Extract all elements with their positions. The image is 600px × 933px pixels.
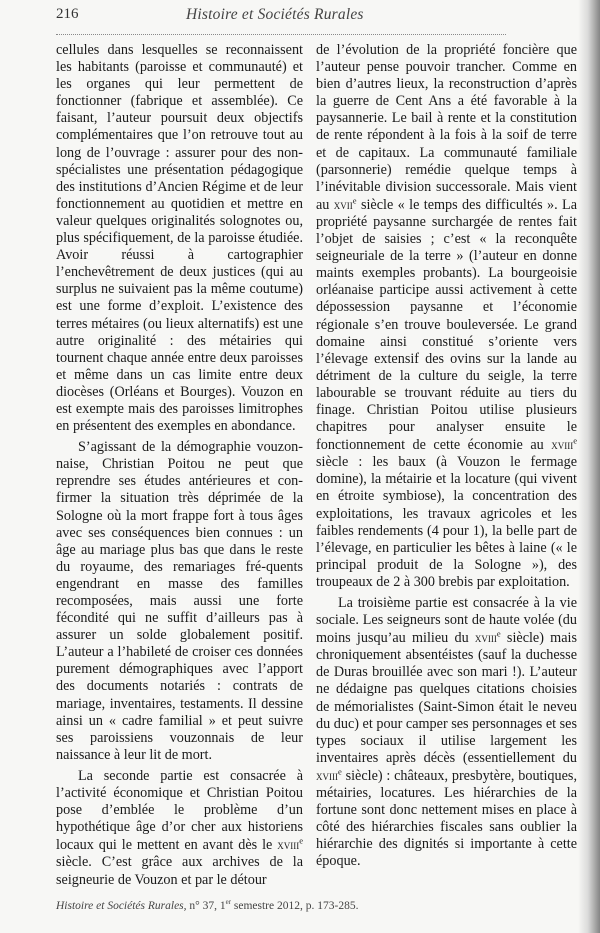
century-numeral: xviii xyxy=(277,837,300,853)
page-edge-shadow xyxy=(578,0,600,933)
paragraph-text: La troisième partie est consacrée à la vie sociale. Les seigneurs sont de haute volée (du moins jusqu’au milieu du xyxy=(316,595,577,647)
paragraph-text: siècle « le temps des difficultés ». La propriété paysanne surchargée de rentes fait l’objet de saisies ; c’est « la reconquête seigneuriale de la terre » (l’auteur en donne maints exemples probants). La bourgeoisie orléanaise participe aussi activement à cette dépossession paysanne et l’économie régionale s’en trouve bouleversée. Le grand domaine ainsi constitué s’oriente vers l’élevage extensif des ovins sur la lande au détriment de la culture du seigle, la terre labourable se trouvant réduite au tiers du finage. Christian Poitou utilise plusieurs chapitres pour analyser ensuite le fonctionnement de cette économie au xyxy=(316,196,577,454)
century-numeral: xvii xyxy=(333,196,353,212)
paragraph-text: siècle : les baux (à Vouzon le fermage domine), la métairie et la locature (qui vivent en étroite symbiose), la concentration des exploitations, les travaux agricoles et les faibles rendements (4 pour 1), la belle part de l’élevage, en particulier les bêtes à laine (« le principal produit de la Sologne »), des troupeaux de 2 à 300 brebis par exploitation. xyxy=(316,454,577,590)
header-rule xyxy=(56,34,506,35)
citation-footer xyxy=(56,900,358,912)
paragraph-text: siècle. C’est grâce aux archives de la seigneurie de Vouzon et par le détour xyxy=(56,854,303,888)
superscript: er xyxy=(225,899,231,907)
paragraph-text: siècle) : châteaux, presbytère, boutiques, métairies, locatures. Les hiérarchies de la fortune sont donc nettement mises en place à côté des hiérarchies fiscales sans oublier la hiérarchie des dignités si importante à cette époque. xyxy=(316,767,577,870)
paragraph-text: de l’évolution de la propriété foncière que l’auteur pense pouvoir trancher. Comme en bien d’autres lieux, la reconstruction d’après la guerre de Cent Ans a été favorable à la paysannerie. Le bail à rente et la constitution de rente répondent à la fois à la soif de terre et de capitaux. La communauté familiale (parsonnerie) remédie quelque temps à l’inévitable division successorale. Mais vient au xyxy=(316,42,577,213)
page-header xyxy=(56,6,506,28)
superscript: e xyxy=(338,766,342,777)
paragraph xyxy=(316,595,577,871)
issue-info: semestre 2012, p. 173-285. xyxy=(231,900,359,912)
superscript: e xyxy=(573,435,577,446)
paragraph: cellules dans lesquelles se reconnaissent les habitants (paroisse et communauté) et les organes qui leur permettent de fonctionner (fabrique et assemblée). Ce faisant, l’auteur poursuit deux objectifs complémentaires que l’on retrouve tout au long de l’ouvrage : assurer pour des non-spécialistes une présentation pédagogique des institutions d’Ancien Régime et de leur fonctionnement au quotidien et mettre en valeur quelques originalités solognotes ou, plus spécifiquement, de la paroisse étudiée. Avoir réussi à cartographier l’enchevêtrement de deux justices (qui au surplus ne suivaient pas la même coutume) est une forme d’exploit. L’existence des terres métaires (ou lieux alternatifs) est une autre originalité : des métairies qui tournent chaque année entre deux paroisses et même dans un cas limite entre deux diocèses (Orléans et Bourges). Vouzon en est exempte mais des paroisses limitrophes en présentent des exemples en abondance. xyxy=(56,42,303,435)
superscript: e xyxy=(496,628,501,639)
superscript: e xyxy=(299,835,304,846)
paragraph: S’agissant de la démographie vouzon-naise, Christian Poitou ne peut que reprendre ses études antérieures et con-firmer la situation très déprimée de la Sologne où la mort frappe fort à tous âges avec ses conséquences bien connues : un âge au mariage plus bas que dans le reste du royaume, des remariages fré-quents engendrant en masse des familles recomposées, mais aussi une forte fécondité qui ne suffit d’ailleurs pas à assurer un solde globalement positif. L’auteur a l’habileté de croiser ces données purement démographiques avec l’apport des documents notariés : contrats de mariage, inventaires, testaments. Il dessine ainsi un « cadre familial » et peut suivre ses paroissiens vouzonnais de leur naissance à leur lit de mort. xyxy=(56,439,303,763)
paragraph-text: La seconde partie est consacrée à l’activité économique et Christian Poitou pose d’emblée le problème d’un hypothétique âge d’or cher aux historiens locaux qui le mettent en avant dès le xyxy=(56,767,303,854)
right-column xyxy=(316,42,577,871)
century-numeral: xviii xyxy=(316,767,338,783)
journal-name: Histoire et Sociétés Rurales, xyxy=(56,900,187,912)
century-numeral: xviii xyxy=(474,630,497,646)
paragraph-text: siècle) mais chroniquement absentéistes (sauf la duchesse de Duras brouillée avec son mari !). L’auteur ne dédaigne pas quelques citations choisies de mémorialistes (Saint-Simon était le neveu du duc) et pour camper ses personnages et ses types sociaux il utilise largement les inventaires après décès (essentiellement du xyxy=(316,630,577,766)
page-number: 216 xyxy=(56,6,79,22)
century-numeral: xviii xyxy=(551,437,574,453)
paragraph xyxy=(316,42,577,591)
superscript: e xyxy=(352,195,357,206)
left-column xyxy=(56,42,303,889)
issue-info: n° 37, 1 xyxy=(186,900,226,912)
paragraph xyxy=(56,768,303,889)
running-title: Histoire et Sociétés Rurales xyxy=(186,6,364,23)
